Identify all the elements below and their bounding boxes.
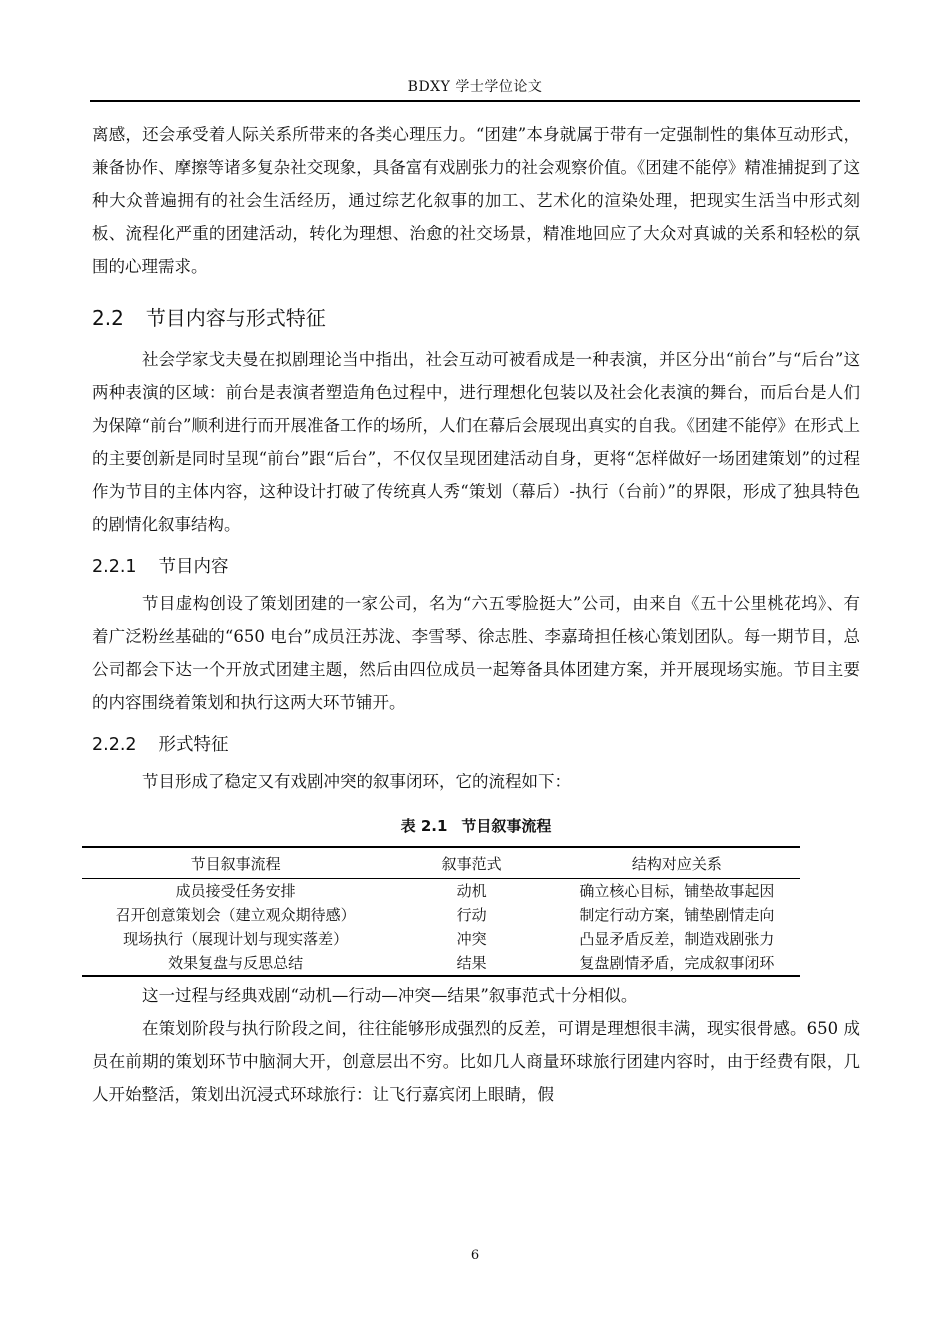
- paragraph: 社会学家戈夫曼在拟剧理论当中指出，社会互动可被看成是一种表演，并区分出“前台”与“后台”这两种表演的区域：前台是表演者塑造角色过程中，进行理想化包装以及社会化表演的舞台，而后台是人们为保障“前台”顺利进行而开展准备工作的场所，人们在幕后会展现出真实的自我。《团建不能停》在形式上的主要创新是同时呈现“前台”跟“后台”，不仅仅呈现团建活动自身，更将“怎样做好一场团建策划”的过程作为节目的主体内容，这种设计打破了传统真人秀“策划（幕后）-执行（台前）”的界限，形成了独具特色的剧情化叙事结构。: [92, 350, 860, 534]
- running-header: BDXY 学士学位论文: [407, 79, 543, 95]
- paragraph: 节目形成了稳定又有戏剧冲突的叙事闭环，它的流程如下：: [142, 772, 571, 791]
- table-cell: 复盘剧情矛盾，完成叙事闭环: [554, 951, 800, 976]
- table-cell: 行动: [456, 906, 487, 924]
- table-header-cell: 节目叙事流程: [82, 847, 389, 879]
- table-cell: 冲突: [456, 930, 487, 948]
- section-heading: [92, 303, 860, 333]
- section-title: 节目内容与形式特征: [145, 306, 326, 330]
- paragraph: 在策划阶段与执行阶段之间，往往能够形成强烈的反差，可谓是理想很丰满，现实很骨感。650 成员在前期的策划环节中脑洞大开，创意层出不穷。比如几人商量环球旅行团建内容时，由于经费有限，几人开始整活，策划出沉浸式环球旅行：让飞行嘉宾闭上眼睛，假: [92, 1019, 860, 1104]
- narrative-flow-table: [82, 846, 800, 977]
- table-caption-title: 节目叙事流程: [461, 817, 552, 835]
- paragraph: 节目虚构创设了策划团建的一家公司，名为“六五零脸挺大”公司，由来自《五十公里桃花坞》、有着广泛粉丝基础的“650 电台”成员汪苏泷、李雪琴、徐志胜、李嘉琦担任核心策划团队。每一期节目，总公司都会下达一个开放式团建主题，然后由四位成员一起筹备具体团建方案，并开展现场实施。节目主要的内容围绕着策划和执行这两大环节铺开。: [92, 594, 860, 712]
- table-cell: 召开创意策划会（建立观众期待感）: [115, 906, 356, 924]
- table-cell: 结果: [389, 951, 554, 976]
- table-cell: 动机: [456, 882, 487, 900]
- table-header-row: [82, 847, 800, 879]
- table-cell: 确立核心目标，铺垫故事起因: [579, 882, 775, 900]
- table-header-cell: 结构对应关系: [554, 847, 800, 879]
- table-cell: 成员接受任务安排: [175, 882, 296, 900]
- paragraph: 这一过程与经典戏剧“动机—行动—冲突—结果”叙事范式十分相似。: [142, 986, 638, 1005]
- subsection-title: 节目内容: [158, 557, 229, 577]
- table-cell: 制定行动方案，铺垫剧情走向: [579, 906, 775, 924]
- page-number: 6: [470, 1248, 480, 1263]
- table-cell: 效果复盘与反思总结: [82, 951, 389, 976]
- table-header-cell: 叙事范式: [389, 847, 554, 879]
- table-caption-number: 表 2.1: [400, 817, 448, 835]
- table-row: [82, 951, 800, 976]
- table-cell: 凸显矛盾反差，制造戏剧张力: [579, 930, 775, 948]
- header-rule: [90, 100, 860, 102]
- table-row: [82, 927, 800, 951]
- table-caption: [92, 814, 860, 838]
- table-cell: 现场执行（展现计划与现实落差）: [123, 930, 349, 948]
- subsection-heading: [92, 553, 860, 581]
- page-body: [92, 118, 860, 1111]
- section-number: 2.2: [92, 306, 124, 330]
- table-row: [82, 903, 800, 927]
- subsection-title: 形式特征: [158, 735, 229, 755]
- subsection-heading: [92, 731, 860, 759]
- paragraph: 离感，还会承受着人际关系所带来的各类心理压力。“团建”本身就属于带有一定强制性的集体互动形式，兼备协作、摩擦等诸多复杂社交现象，具备富有戏剧张力的社会观察价值。《团建不能停》精准捕捉到了这种大众普遍拥有的社会生活经历，通过综艺化叙事的加工、艺术化的渲染处理，把现实生活当中形式刻板、流程化严重的团建活动，转化为理想、治愈的社交场景，精准地回应了大众对真诚的关系和轻松的氛围的心理需求。: [92, 125, 860, 276]
- table-row: [82, 879, 800, 904]
- subsection-number: 2.2.1: [92, 557, 137, 577]
- subsection-number: 2.2.2: [92, 735, 137, 755]
